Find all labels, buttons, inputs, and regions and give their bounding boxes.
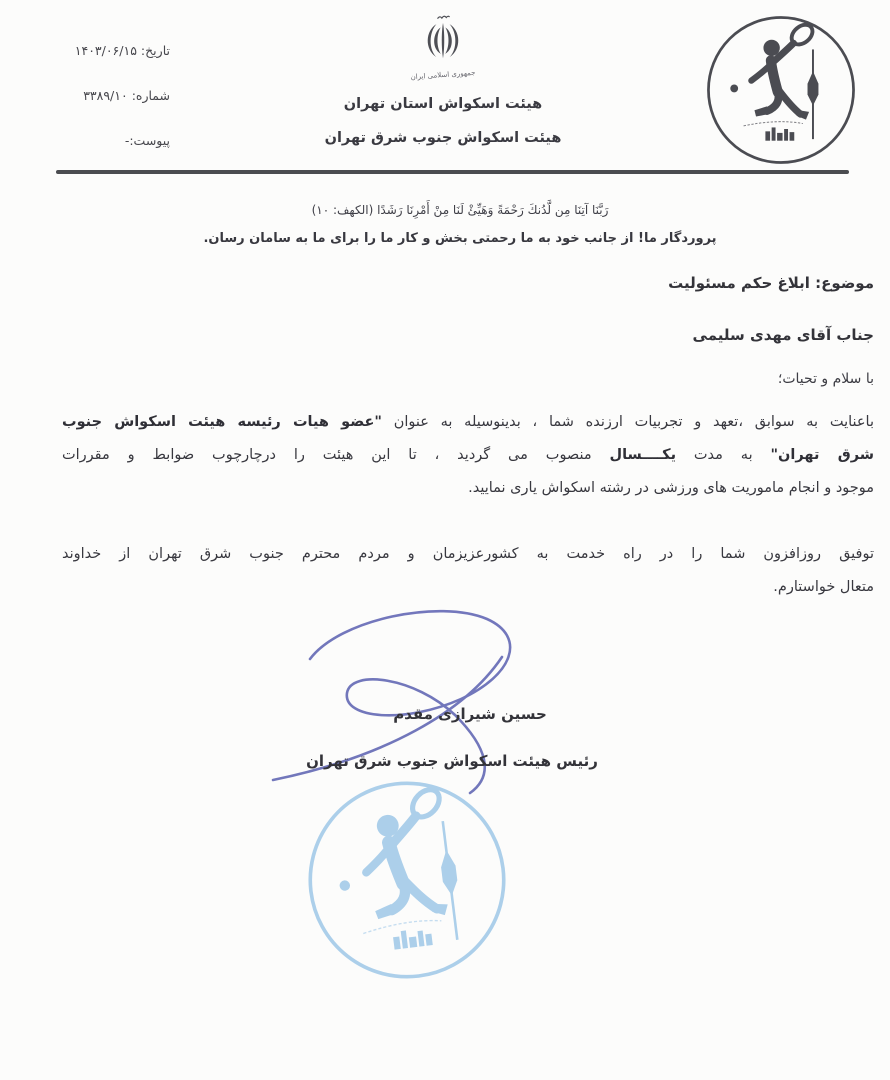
p1-l2-text-b: منصوب می گردید ، تا این هیئت را درچارچوب ضوابط و مقررات — [62, 447, 610, 463]
p1-l1-bold-title: "عضو هیات رئیسه هیئت اسکواش جنوب — [62, 414, 382, 430]
body-paragraph-2 — [62, 538, 874, 604]
attachment-value: - — [124, 133, 130, 148]
attachment-label: پیوست: — [129, 133, 170, 148]
date-row — [58, 42, 170, 60]
attachment-row — [58, 132, 170, 150]
number-value: ۳۳۸۹/۱۰ — [83, 88, 128, 103]
salutation-line: با سلام و تحیات؛ — [777, 371, 874, 387]
letterhead-center — [303, 14, 583, 146]
body-p2-line1: توفیق روزافزون شما را در راه خدمت به کشورعزیزمان و مردم محترم جنوب شرق تهران از خداوند — [62, 546, 874, 562]
letterhead-meta — [58, 42, 170, 177]
squash-board-stamp-icon — [291, 764, 523, 996]
verse-persian: پروردگار ما! از جانب خود به ما رحمتی بخش و کار ما را برای ما به سامان رسان. — [203, 231, 717, 246]
body-p1-line3: موجود و انجام ماموریت های ورزشی در رشته اسکواش یاری نمایید. — [468, 480, 874, 496]
body-p2-line2: متعال خواستارم. — [773, 579, 874, 595]
squash-player-logo-icon — [703, 12, 859, 168]
date-label: تاریخ: — [140, 43, 170, 58]
verse-arabic: رَبَّنَا آتِنَا مِن لَّدُنكَ رَحْمَةً وَهَيِّئْ لَنَا مِنْ أَمْرِنَا رَشَدًا (الكهف: ۱۰) — [311, 203, 609, 217]
emblem-caption: جمهوری اسلامی ایران — [410, 68, 476, 82]
header-divider — [56, 170, 849, 174]
number-label: شماره: — [131, 88, 170, 103]
p1-l1-text: باعنایت به سوابق ،تعهد و تجربیات ارزنده شما ، بدینوسیله به عنوان — [381, 414, 874, 430]
addressee-line: جناب آقای مهدی سلیمی — [692, 326, 874, 344]
signer-title: رئیس هیئت اسکواش جنوب شرق تهران — [306, 752, 598, 770]
date-value: ۱۴۰۳/۰۶/۱۵ — [74, 43, 137, 58]
org-name-province: هیئت اسکواش استان تهران — [343, 96, 543, 112]
p1-l2-bold-title: شرق تهران" — [770, 447, 874, 463]
number-row — [58, 87, 170, 105]
body-p1-line2 — [62, 439, 874, 472]
verse-block — [150, 200, 770, 249]
signer-name: حسین شیرازی مقدم — [393, 705, 547, 723]
org-name-southeast: هیئت اسکواش جنوب شرق تهران — [324, 130, 562, 146]
body-paragraph-1 — [62, 406, 874, 505]
p1-l2-bold-duration: یکــــسال — [609, 447, 677, 463]
subject-line: موضوع: ابلاغ حکم مسئولیت — [668, 274, 874, 292]
body-p1-line1 — [62, 406, 874, 439]
p1-l2-text-a: به مدت — [676, 447, 771, 463]
iran-emblem-icon — [421, 14, 465, 70]
